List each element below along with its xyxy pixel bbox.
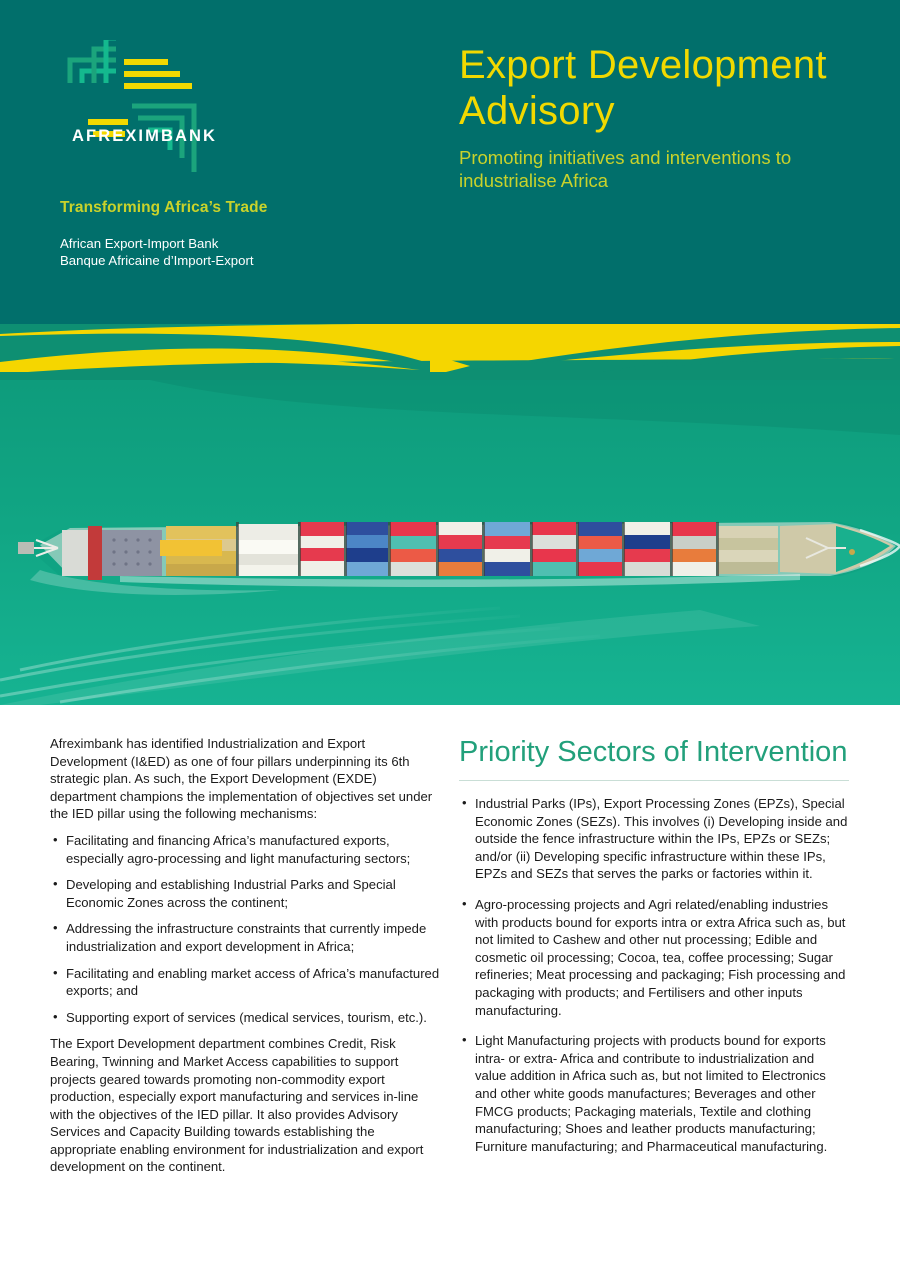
list-item: • Facilitating and financing Africa’s manufactured exports, especially agro-processing and light manufacturing sectors; (50, 832, 440, 867)
list-item: • Agro-processing projects and Agri related/enabling industries with products bound for exports intra or extra Africa such as, but not limited to Cashew and other nut processing; Edible and cosmetic oil processing; Cocoa, tea, coffee processing; Sugar refineries; Meat processing and packaging; Fish processing and packaging with products; and Fertilisers and other inputs manufacturing. (459, 896, 849, 1019)
brand-tagline: Transforming Africa’s Trade (60, 199, 268, 216)
brand-name-french: Banque Africaine d’Import-Export (60, 253, 254, 268)
section-divider (459, 780, 849, 781)
priority-sectors-list (459, 795, 849, 1155)
list-item: • Facilitating and enabling market access of Africa’s manufactured exports; and (50, 965, 440, 1000)
page-header (0, 0, 900, 318)
list-item: • Supporting export of services (medical services, tourism, etc.). (50, 1009, 440, 1027)
logo-glyph-icon (60, 40, 210, 180)
right-column (459, 735, 849, 1168)
title-block (459, 42, 879, 192)
content-area (0, 705, 900, 1273)
hero-photo-container-ship (0, 380, 900, 705)
list-item: • Industrial Parks (IPs), Export Processing Zones (EPZs), Special Economic Zones (SEZs). This involves (i) Developing inside and outside the fence infrastructure within the IPs, EPZs or SEZs; and/or (ii) Developing specific infrastructure within these IPs, EPZs and SEZs that serves the parks or factories within it. (459, 795, 849, 883)
brand-legal-name (60, 235, 254, 269)
closing-paragraph: The Export Development department combines Credit, Risk Bearing, Twinning and Market Access capabilities to support projects geared towards promoting non-commodity export production, especially export manufacturing and services in-line with the objectives of the IED pillar. It also provides Advisory Services and Capacity Building towards establishing the appropriate enabling environment for industrialization and export development on the continent. (50, 1036, 424, 1175)
list-item: • Developing and establishing Industrial Parks and Special Economic Zones across the continent; (50, 876, 440, 911)
list-item: • Light Manufacturing projects with products bound for exports intra- or extra- Africa and contribute to industrialization and value addition in Africa such as, but not limited to Electronics and other white goods manufactures; Beverages and other FMCG products; Packaging materials, Textile and clothing manufacturing; Shoes and leather products manufacturing; Furniture manufacturing; and Pharmaceutical manufacturing. (459, 1032, 849, 1155)
wave-divider (0, 318, 900, 380)
section-heading: Priority Sectors of Intervention (459, 736, 848, 768)
list-item: • Addressing the infrastructure constraints that currently impede industrialization and export development in Africa; (50, 920, 440, 955)
container-ship-aerial-illustration (0, 380, 900, 705)
brand-logo (60, 40, 390, 180)
intro-paragraph: Afreximbank has identified Industrialization and Export Development (I&ED) as one of four pillars underpinning its 6th strategic plan. As such, the Export Development (EXDE) department champions the implementation of objectives set under the IED pillar using the following mechanisms: (50, 736, 433, 822)
page-subtitle: Promoting initiatives and interventions to industrialise Africa (459, 147, 792, 191)
container-stacks (160, 522, 778, 576)
brand-name-english: African Export-Import Bank (60, 236, 219, 251)
mechanisms-list (50, 832, 440, 1026)
ribbon-wave-graphic (0, 318, 900, 380)
afreximbank-africa-mark-icon (60, 40, 218, 180)
brand-wordmark: AFREXIMBANK (72, 127, 218, 145)
left-column (50, 735, 440, 1185)
page-title: Export Development Advisory (459, 43, 827, 133)
